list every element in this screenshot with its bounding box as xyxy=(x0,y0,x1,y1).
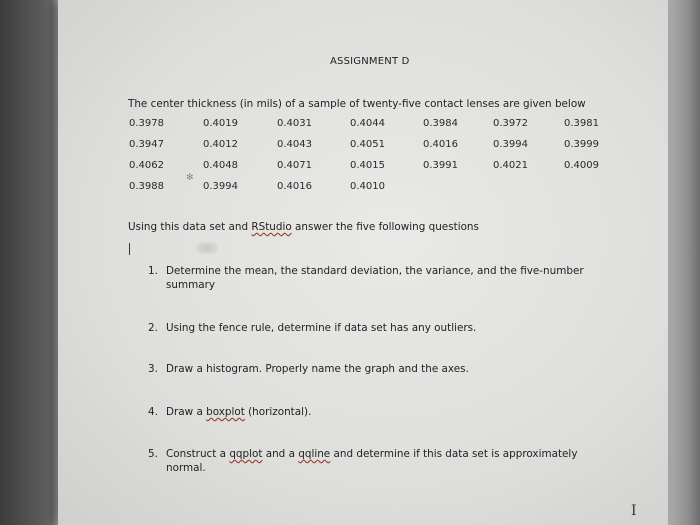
data-cell: 0.4016 xyxy=(277,181,312,192)
instructions-before: Using this data set and xyxy=(128,221,252,233)
smudge xyxy=(196,242,218,254)
instructions-line xyxy=(128,221,479,233)
mouse-ibeam-icon: I xyxy=(631,503,637,519)
q5-before: Construct a xyxy=(166,448,230,460)
question-number: 5. xyxy=(148,448,158,460)
data-cell: 0.4051 xyxy=(350,139,385,150)
data-cell: 0.4010 xyxy=(350,181,385,192)
data-cell: 0.4021 xyxy=(493,160,528,171)
data-cell: 0.4009 xyxy=(564,160,599,171)
q4-boxplot: boxplot xyxy=(206,406,245,418)
question-text: Determine the mean, the standard deviation, the variance, and the five-number summary xyxy=(166,265,584,291)
q5-middle: and a xyxy=(262,448,299,460)
data-cell: 0.3991 xyxy=(423,160,458,171)
data-cell: 0.3947 xyxy=(129,139,164,150)
question-number: 1. xyxy=(148,265,158,277)
data-cell: 0.4016 xyxy=(423,139,458,150)
q4-before: Draw a xyxy=(166,406,207,418)
question-text xyxy=(166,447,596,475)
data-cell: 0.4019 xyxy=(203,118,238,129)
q5-after: and determine if this data set is approximately normal. xyxy=(166,448,578,474)
data-cell: 0.4012 xyxy=(203,139,238,150)
data-cell: 0.4043 xyxy=(277,139,312,150)
data-cell: 0.3999 xyxy=(564,139,599,150)
data-cell: 0.3994 xyxy=(493,139,528,150)
assignment-title: ASSIGNMENT D xyxy=(330,56,410,67)
data-cell: 0.4015 xyxy=(350,160,385,171)
data-cell: 0.3978 xyxy=(129,118,164,129)
data-cell: 0.3984 xyxy=(423,118,458,129)
data-cell: 0.3972 xyxy=(493,118,528,129)
question-text xyxy=(166,405,596,419)
text-cursor xyxy=(129,243,130,255)
pen-mark: ✻ xyxy=(186,173,194,183)
data-cell: 0.4031 xyxy=(277,118,312,129)
data-cell: 0.4071 xyxy=(277,160,312,171)
data-cell: 0.4048 xyxy=(203,160,238,171)
data-cell: 0.3994 xyxy=(203,181,238,192)
q5-qqplot: qqplot xyxy=(229,448,263,460)
question-number: 3. xyxy=(148,363,158,375)
data-cell: 0.4062 xyxy=(129,160,164,171)
question-number: 4. xyxy=(148,406,158,418)
data-cell: 0.3981 xyxy=(564,118,599,129)
question-text: Using the fence rule, determine if data set has any outliers. xyxy=(166,322,477,334)
data-cell: 0.4044 xyxy=(350,118,385,129)
instructions-after: answer the five following questions xyxy=(291,221,479,233)
question-text: Draw a histogram. Properly name the graph and the axes. xyxy=(166,363,469,375)
instructions-software: RStudio xyxy=(251,221,292,233)
q4-after: (horizontal). xyxy=(244,406,312,418)
data-cell: 0.3988 xyxy=(129,181,164,192)
q5-qqline: qqline xyxy=(298,448,331,460)
intro-text: The center thickness (in mils) of a sample of twenty-five contact lenses are given below xyxy=(128,98,586,110)
question-number: 2. xyxy=(148,322,158,334)
